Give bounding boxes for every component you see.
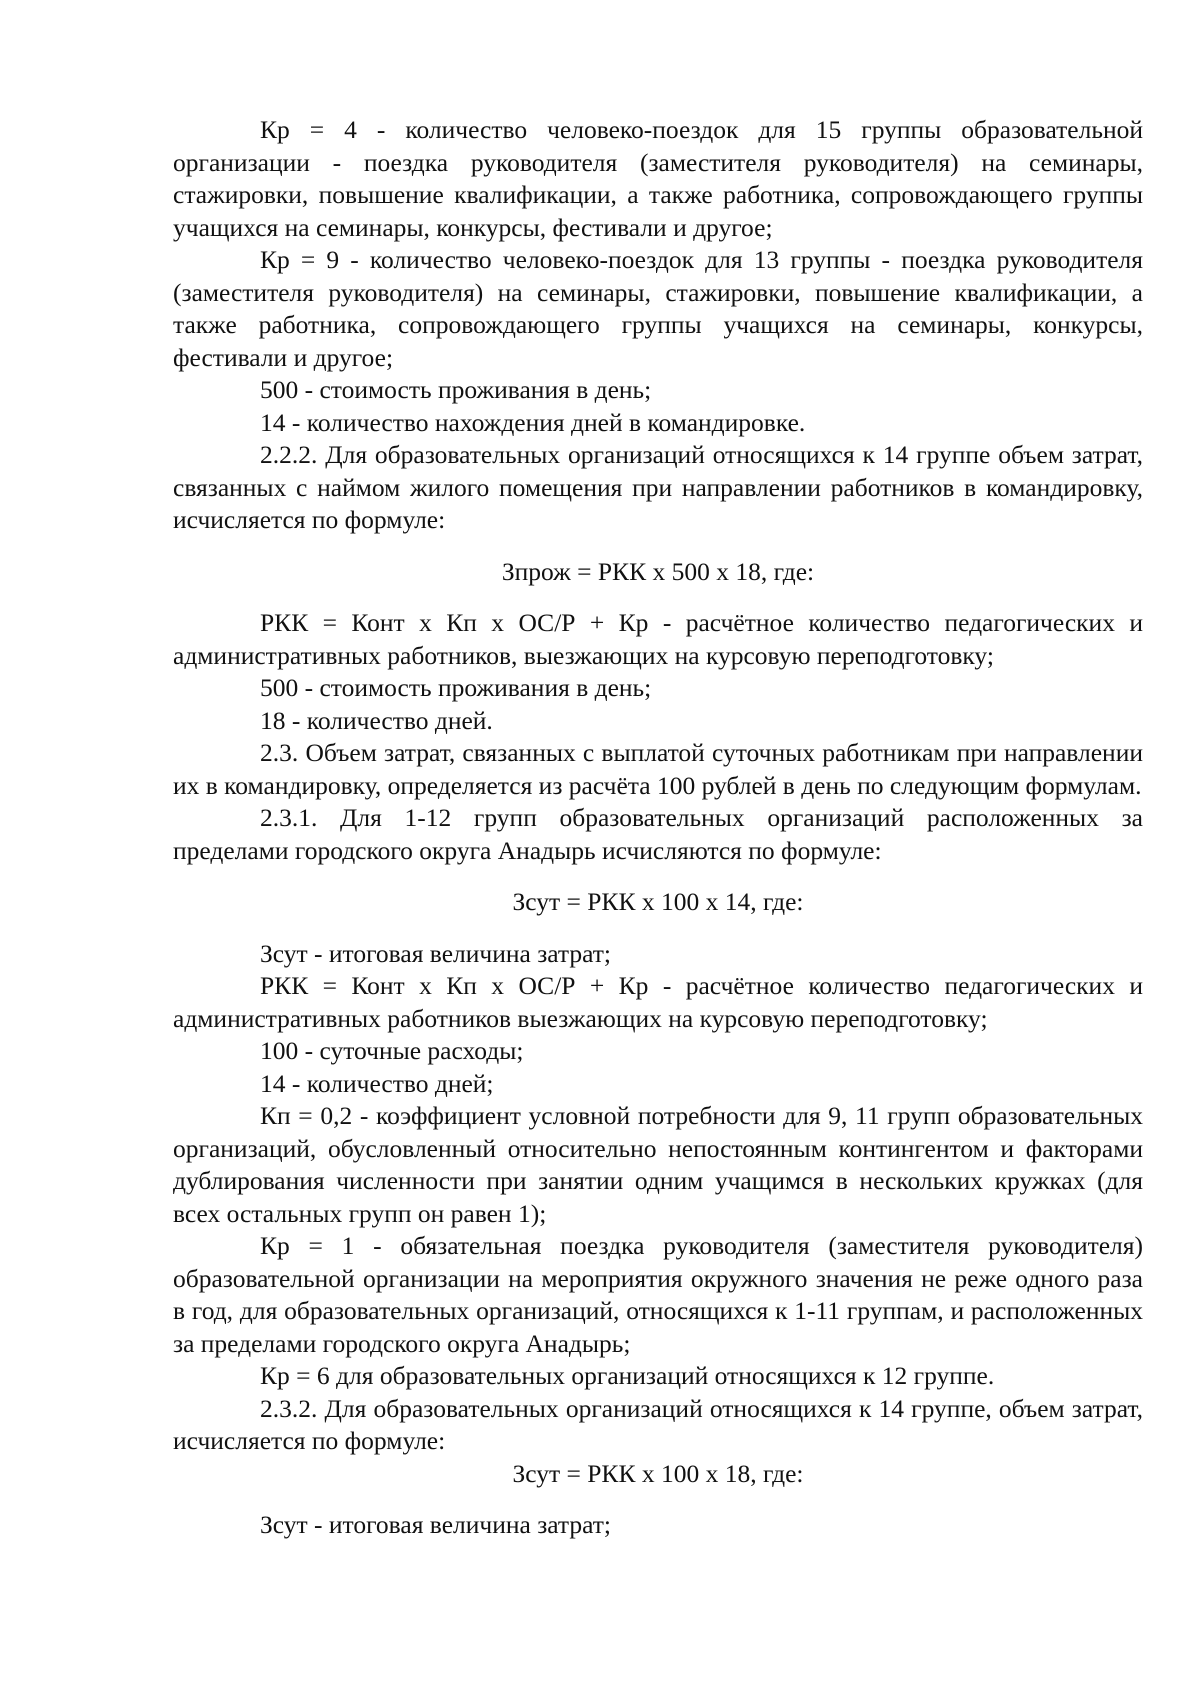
paragraph-per-diem-expenses: 100 - суточные расходы;	[260, 1036, 524, 1065]
paragraph-kp-coefficient: Кп = 0,2 - коэффициент условной потребности для 9, 11 групп образовательных организаций, обусловленный относительно непостоянным контингентом и факторами дублирования численности при занятии одним учащимся в нескольких кружках (для всех остальных групп он равен 1);	[173, 1101, 1143, 1228]
paragraph-rkk-definition-1: РКК = Конт х Кп х ОС/Р + Кр - расчётное количество педагогических и административных работников, выезжающих на курсовую переподготовку;	[173, 608, 1143, 670]
paragraph-trip-days: 14 - количество нахождения дней в командировке.	[260, 407, 806, 437]
paragraph-2-2-2: 2.2.2. Для образовательных организаций относящихся к 14 группе объем затрат, связанных с наймом жилого помещения при направлении работников в командировку, исчисляется по формуле:	[173, 440, 1143, 534]
paragraph-kr1: Кр = 1 - обязательная поездка руководителя (заместителя руководителя) образовательной организации на мероприятия окружного значения не реже одного раза в год, для образовательных организаций, относящихся к 1-11 группам, и расположенных за пределами городского округа Анадырь;	[173, 1231, 1143, 1358]
formula-per-diem-18: Зсут = РКК х 100 х 18, где:	[512, 1458, 804, 1488]
paragraph-days-14: 14 - количество дней;	[260, 1068, 494, 1098]
formula-per-diem-14: Зсут = РКК х 100 х 14, где:	[512, 887, 804, 916]
paragraph-kr4: Кр = 4 - количество человеко-поездок для 15 группы образовательной организации - поездка руководителя (заместителя руководителя) на семинары, стажировки, повышение квалификации, а также работника, сопровождающего группы учащихся на семинары, конкурсы, фестивали и другое;	[173, 115, 1143, 242]
paragraph-accommodation-cost: 500 - стоимость проживания в день;	[260, 375, 652, 404]
document-page	[173, 114, 1143, 1542]
paragraph-2-3-1: 2.3.1. Для 1-12 групп образовательных организаций расположенных за пределами городского округа Анадырь исчисляются по формуле:	[173, 803, 1143, 865]
paragraph-2-3-2: 2.3.2. Для образовательных организаций относящихся к 14 группе, объем затрат, исчисляется по формуле:	[173, 1393, 1143, 1455]
paragraph-days-18: 18 - количество дней.	[260, 705, 493, 735]
paragraph-accommodation-cost-2: 500 - стоимость проживания в день;	[260, 673, 652, 702]
paragraph-rkk-definition-2: РКК = Конт х Кп х ОС/Р + Кр - расчётное количество педагогических и административных работников выезжающих на курсовую переподготовку;	[173, 971, 1143, 1033]
paragraph-zsut-definition-1: Зсут - итоговая величина затрат;	[260, 938, 612, 968]
paragraph-zsut-definition-2: Зсут - итоговая величина затрат;	[260, 1510, 612, 1539]
paragraph-kr6: Кр = 6 для образовательных организаций относящихся к 12 группе.	[260, 1361, 995, 1390]
paragraph-kr9: Кр = 9 - количество человеко-поездок для 13 группы - поездка руководителя (заместителя руководителя) на семинары, стажировки, повышение квалификации, а также работника, сопровождающего группы учащихся на семинары, конкурсы, фестивали и другое;	[173, 245, 1143, 372]
paragraph-2-3: 2.3. Объем затрат, связанных с выплатой суточных работникам при направлении их в командировку, определяется из расчёта 100 рублей в день по следующим формулам.	[173, 738, 1143, 800]
formula-accommodation: Зпрож = РКК х 500 х 18, где:	[501, 556, 815, 586]
